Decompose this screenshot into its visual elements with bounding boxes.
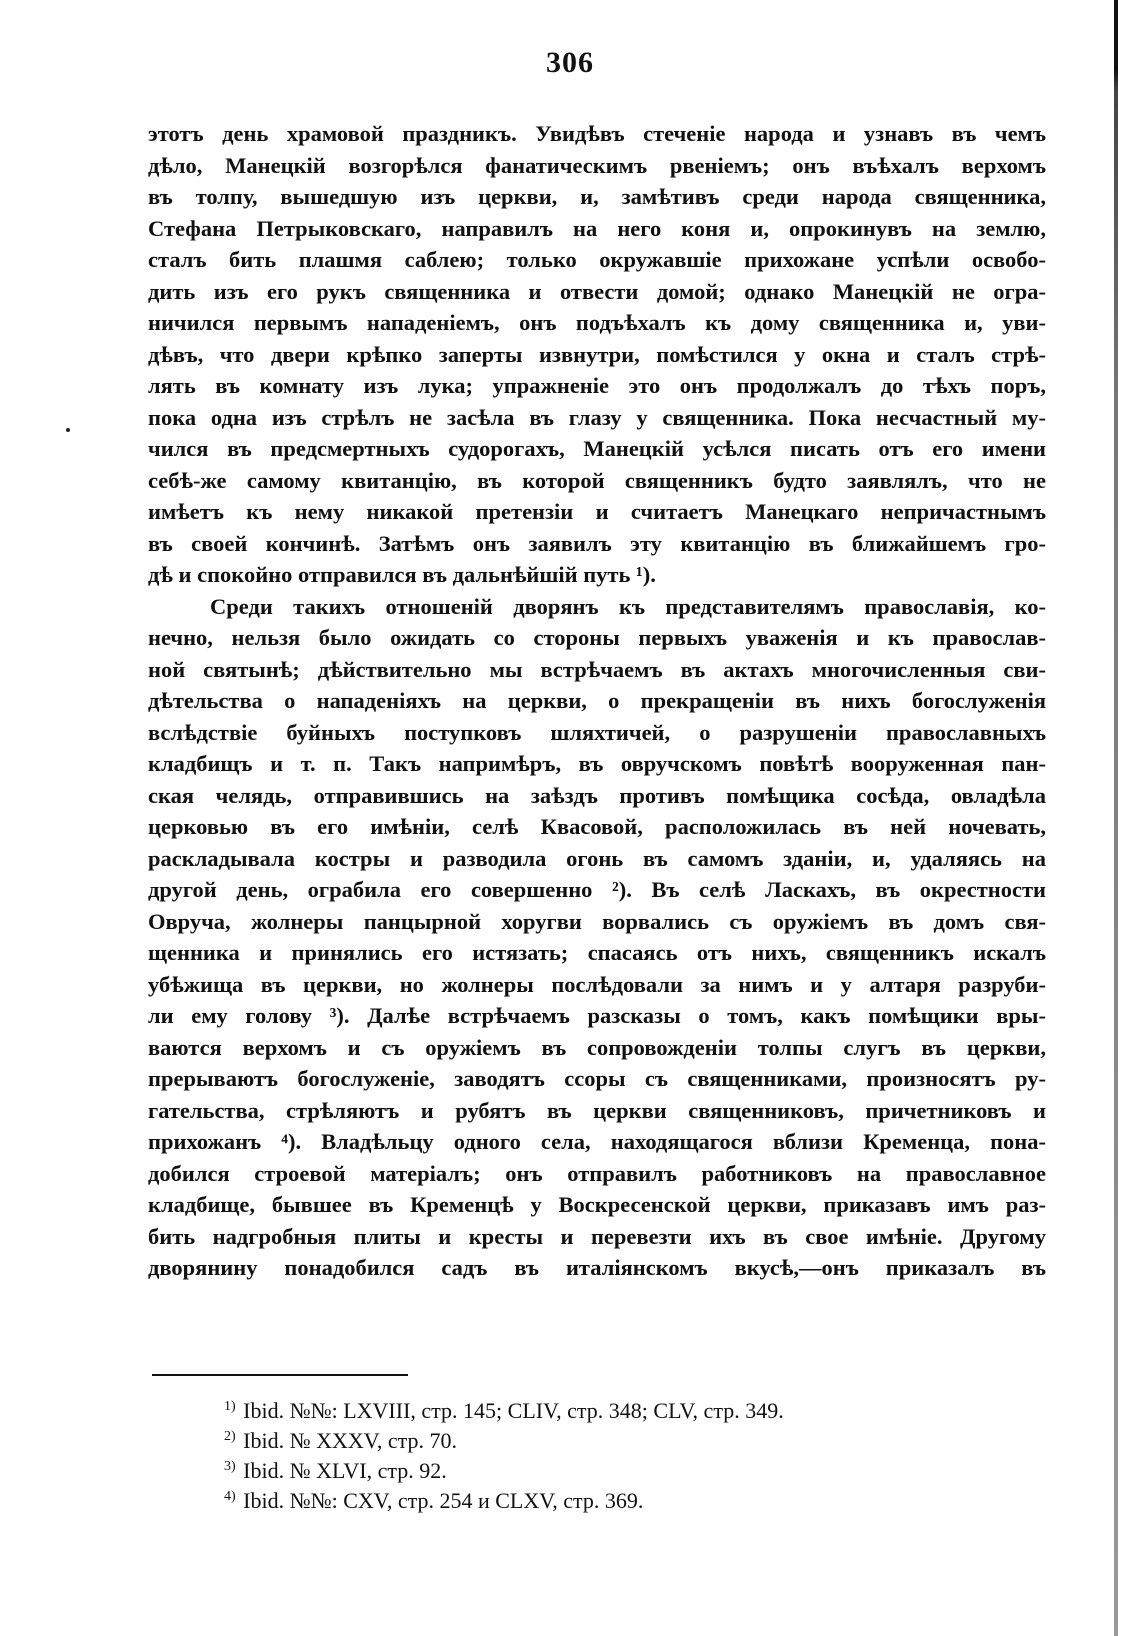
text-line: ничился первымъ нападеніемъ, онъ подъѣхалъ къ дому священника и, уви-	[148, 310, 1046, 335]
text-line: убѣжища въ церкви, но жолнеры послѣдовали за нимъ и у алтаря разруби-	[148, 971, 1046, 997]
footnote-text: Ibid. № XXXV, стр. 70.	[243, 1428, 457, 1453]
text-line: гательства, стрѣляютъ и рубятъ въ церкви священниковъ, причетниковъ и	[148, 1097, 1046, 1123]
text-line: себѣ-же самому квитанцію, въ которой священникъ будто заявлялъ, что не	[148, 467, 1046, 493]
text-line: нечно, нельзя было ожидать со стороны первыхъ уваженія и къ православ-	[148, 625, 1046, 650]
text-line: дѣ и спокойно отправился въ дальнѣйшій путь ¹).	[148, 562, 656, 587]
text-line: этотъ день храмовой праздникъ. Увидѣвъ стеченіе народа и узнавъ въ чемъ	[148, 121, 1046, 146]
text-line: дить изъ его рукъ священника и отвести домой; однако Манецкій не огра-	[148, 278, 1046, 304]
text-line: ваются верхомъ и съ оружіемъ въ сопровожденіи толпы слугъ въ церкви,	[148, 1034, 1046, 1060]
text-line: Стефана Петрыковскаго, направилъ на него коня и, опрокинувъ на землю,	[148, 215, 1046, 241]
footnote-mark: 4)	[224, 1489, 236, 1504]
text-line: дворянину понадобился садъ въ италіянскомъ вкусѣ,—онъ приказалъ въ	[148, 1255, 1046, 1280]
footnote-mark: 1)	[224, 1399, 236, 1414]
text-line: прерываютъ богослуженіе, заводятъ ссоры съ священниками, произносятъ ру-	[148, 1066, 1046, 1091]
text-line: сталъ бить плашмя саблею; только окружавшіе прихожане успѣли освобо-	[148, 247, 1046, 272]
text-line: бить надгробныя плиты и кресты и перевезти ихъ въ свое имѣніе. Другому	[148, 1223, 1046, 1249]
text-line: добился строевой матеріалъ; онъ отправилъ работниковъ на православное	[148, 1160, 1046, 1186]
text-line: въ толпу, вышедшую изъ церкви, и, замѣтивъ среди народа священника,	[148, 184, 1046, 209]
text-line: кладбище, бывшее въ Кременцѣ у Воскресенской церкви, приказавъ имъ раз-	[148, 1192, 1046, 1217]
footnote-mark: 2)	[224, 1429, 236, 1444]
text-line: прихожанъ ⁴). Владѣльцу одного села, находящагося вблизи Кременца, пона-	[148, 1129, 1046, 1154]
page-edge-shadow	[1114, 0, 1118, 1636]
text-line: въ своей кончинѣ. Затѣмъ онъ заявилъ эту квитанцію въ ближайшемъ гро-	[148, 530, 1046, 556]
text-line: дѣвъ, что двери крѣпко заперты извнутри, помѣстился у окна и сталъ стрѣ-	[148, 341, 1046, 367]
footnote	[224, 1392, 1044, 1422]
text-line: ной святынѣ; дѣйствительно мы встрѣчаемъ въ актахъ многочисленныя сви-	[148, 656, 1046, 682]
text-line: дѣло, Манецкій возгорѣлся фанатическимъ рвеніемъ; онъ въѣхалъ верхомъ	[148, 152, 1046, 178]
text-line: Среди такихъ отношеній дворянъ къ представителямъ православія, ко-	[210, 593, 1046, 619]
text-line: кладбищъ и т. п. Такъ напримѣръ, въ овручскомъ повѣтѣ вооруженная пан-	[148, 751, 1046, 776]
footnote-text: Ibid. №№: CXV, стр. 254 и CLXV, стр. 369.	[243, 1488, 644, 1513]
footnote	[224, 1452, 1044, 1482]
body-text	[148, 118, 1046, 1284]
text-line: чился въ предсмертныхъ судорогахъ, Манецкій усѣлся писать отъ его имени	[148, 436, 1046, 461]
text-line: дѣтельства о нападеніяхъ на церкви, о прекращеніи въ нихъ богослуженія	[148, 688, 1046, 713]
footnote-text: Ibid. №№: LXVIII, стр. 145; CLIV, стр. 348; CLV, стр. 349.	[243, 1398, 784, 1423]
footnote-mark: 3)	[224, 1459, 236, 1474]
text-line: имѣетъ къ нему никакой претензіи и считаетъ Манецкаго непричастнымъ	[148, 499, 1046, 524]
text-line: церковью въ его имѣніи, селѣ Квасовой, расположилась въ ней ночевать,	[148, 814, 1046, 839]
footnote-text: Ibid. № XLVI, стр. 92.	[243, 1458, 447, 1483]
text-line: Овруча, жолнеры панцырной хоругви ворвались съ оружіемъ въ домъ свя-	[148, 908, 1046, 934]
text-line: вслѣдствіе буйныхъ поступковъ шляхтичей, о разрушеніи православныхъ	[148, 719, 1046, 745]
text-line: лять въ комнату изъ лука; упражненіе это онъ продолжалъ до тѣхъ поръ,	[148, 373, 1046, 398]
footnotes	[224, 1392, 1044, 1512]
page-number: 306	[546, 46, 594, 79]
text-line: щенника и принялись его истязать; спасаясь отъ нихъ, священникъ искалъ	[148, 940, 1046, 965]
text-line: пока одна изъ стрѣлъ не засѣла въ глазу у священника. Пока несчастный му-	[148, 404, 1046, 430]
footnote	[224, 1422, 1044, 1452]
text-line: раскладывала костры и разводила огонь въ самомъ зданіи, и, удаляясь на	[148, 845, 1046, 871]
text-line: другой день, ограбила его совершенно ²). Въ селѣ Ласкахъ, въ окрестности	[148, 877, 1046, 902]
text-line: ли ему голову ³). Далѣе встрѣчаемъ разсказы о томъ, какъ помѣщики вры-	[148, 1003, 1046, 1028]
text-line: ская челядь, отправившись на заѣздъ противъ помѣщика сосѣда, овладѣла	[148, 782, 1046, 808]
footnote-separator	[152, 1374, 408, 1376]
margin-speck	[66, 428, 70, 432]
footnote	[224, 1482, 1044, 1512]
